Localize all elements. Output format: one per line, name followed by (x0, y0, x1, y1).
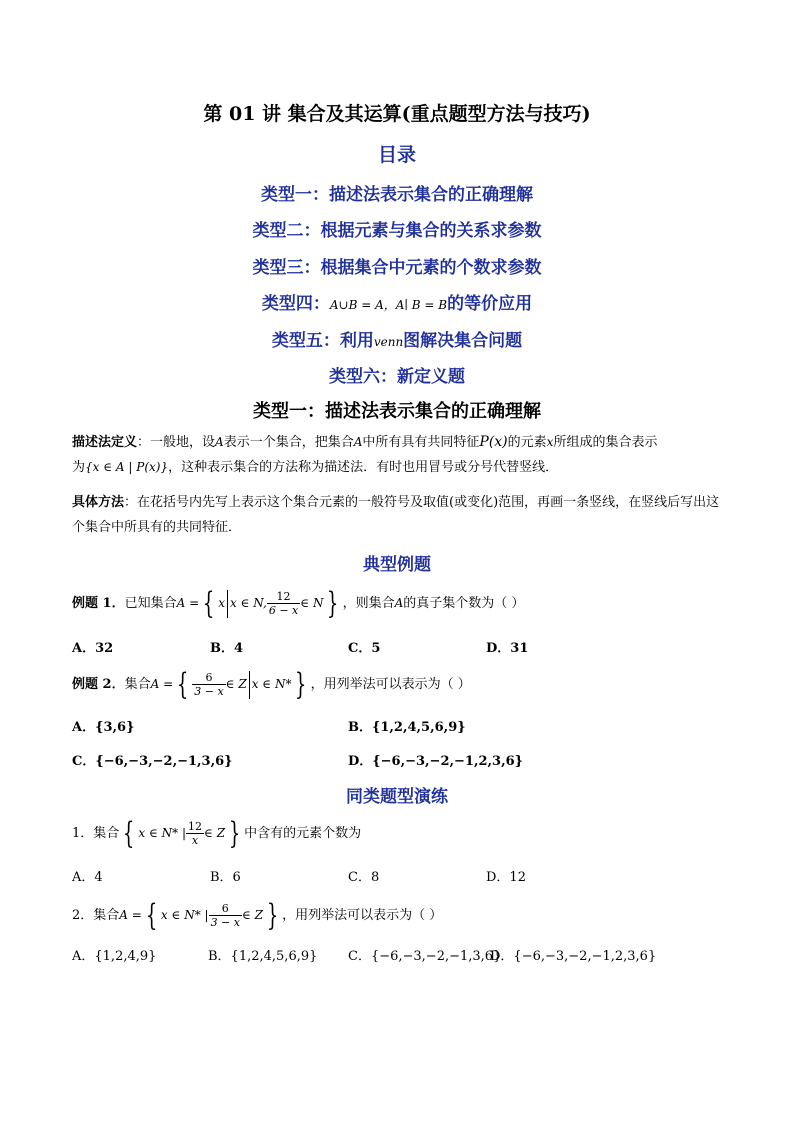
toc-item-5-label: 类型五：利用 (271, 331, 374, 351)
toc-item-2[interactable]: 类型二：根据元素与集合的关系求参数 (252, 221, 542, 241)
fraction: $\frac{12}{6 - x}$ (268, 590, 299, 617)
practice-1-option-d[interactable]: D．12 (486, 870, 526, 885)
toc-item-4-math: A∪B = A，A∣ B = B (329, 298, 448, 312)
example-1-label: 例题 1． (72, 596, 125, 611)
practice-1-option-b[interactable]: B．6 (210, 870, 241, 885)
math-A: A (215, 435, 224, 449)
practice-2-question (72, 898, 442, 933)
definition-paragraph (72, 430, 728, 480)
method-text: ：在花括号内先写上表示这个集合元素的一般符号及取值(或变化)范围，再画一条竖线，在竖线后写出这个集合中所具有的共同特征． (72, 495, 720, 535)
example-2-option-b[interactable]: B．{1,2,4,5,6,9} (348, 720, 466, 735)
set-bar (227, 590, 228, 618)
math-condition: x ∈ N* (251, 677, 292, 691)
practice-2-option-b[interactable]: B．{1,2,4,5,6,9} (208, 949, 318, 964)
example-1-option-b[interactable]: B．4 (210, 641, 244, 656)
question-text: ，用列举法可以表示为（ ） (310, 677, 471, 692)
question-text: ，则集合 (342, 596, 395, 611)
math-tail: ∈ Z (204, 826, 226, 840)
right-brace: } (327, 586, 339, 621)
practice-2-option-a[interactable]: A．{1,2,4,9} (72, 949, 157, 964)
toc-item-6[interactable]: 类型六：新定义题 (329, 367, 465, 387)
math-condition: x ∈ N, (230, 596, 267, 610)
example-1-option-c[interactable]: C．5 (348, 641, 381, 656)
math-condition: x ∈ N* | (160, 908, 209, 922)
practice-heading: 同类题型演练 (346, 787, 448, 807)
example-2-question (72, 667, 471, 702)
fraction: $\frac{12}{x}$ (188, 820, 203, 847)
math-set-left: A = (176, 596, 200, 610)
example-2-option-d[interactable]: D．{−6,−3,−2,−1,2,3,6} (348, 754, 524, 769)
math-set-left: A = (150, 677, 174, 691)
method-label: 具体方法 (72, 495, 125, 510)
right-brace: } (266, 898, 279, 933)
right-brace: } (295, 667, 307, 702)
math-tail: ∈ N (300, 596, 324, 610)
math-set: {x ∈ A | P(x)} (85, 460, 169, 474)
example-2-label: 例题 2． (72, 677, 125, 692)
toc-item-1[interactable]: 类型一：描述法表示集合的正确理解 (261, 185, 533, 205)
practice-1-option-a[interactable]: A．4 (72, 870, 103, 885)
practice-2-label: 2．集合 (72, 908, 120, 923)
practice-1-label: 1．集合 (72, 826, 120, 841)
examples-heading: 典型例题 (363, 555, 431, 575)
example-2-option-a[interactable]: A．{3,6} (72, 720, 135, 735)
question-text: 已知集合 (124, 596, 177, 611)
question-text: 的真子集个数为（ ） (403, 596, 525, 611)
question-text: 集合 (124, 677, 151, 692)
example-2-option-c[interactable]: C．{−6,−3,−2,−1,3,6} (72, 754, 233, 769)
example-1-question: 例题 1．已知集合A = { x x ∈ N, $\frac{12}{6 - x}$ ∈ N } ，则集合A的真子集个数为（ ） (72, 586, 525, 621)
right-brace: } (228, 816, 241, 851)
toc-item-3[interactable]: 类型三：根据集合中元素的个数求参数 (252, 258, 542, 278)
question-text: 中含有的元素个数为 (244, 826, 362, 841)
math-set-left: A = (119, 908, 142, 922)
set-bar (249, 671, 250, 699)
left-brace: { (123, 816, 135, 851)
math-P: P(x) (479, 434, 508, 450)
math-x: x (546, 435, 554, 449)
definition-text: ：一般地，设 (137, 435, 216, 450)
toc-item-5-math: venn (373, 335, 404, 349)
section-heading: 类型一：描述法表示集合的正确理解 (253, 401, 541, 422)
math-tail: ∈ Z (241, 908, 264, 922)
toc-item-5-tail: 图解决集合问题 (403, 331, 523, 351)
definition-text: 中所有具有共同特征 (362, 435, 480, 450)
left-brace: { (145, 898, 158, 933)
page-title: 第 01 讲 集合及其运算(重点题型方法与技巧) (203, 103, 591, 125)
fraction: $\frac{6}{3 - x}$ (194, 671, 224, 698)
math-condition: x ∈ N* | (138, 826, 187, 840)
practice-1-option-c[interactable]: C．8 (348, 870, 380, 885)
fraction: $\frac{6}{3 - x}$ (210, 902, 240, 929)
math-A: A (353, 435, 363, 449)
toc-item-4-tail: 的等价应用 (447, 294, 533, 314)
left-brace: { (202, 586, 215, 621)
toc-item-4[interactable] (0, 289, 794, 314)
practice-2-option-c[interactable]: C．{−6,−3,−2,−1,3,6} (348, 949, 502, 964)
definition-text: 的元素 (507, 435, 547, 450)
example-1-option-d[interactable]: D．31 (486, 641, 529, 656)
toc-heading: 目录 (377, 144, 416, 166)
math-mid: ∈ Z (225, 677, 247, 691)
definition-label: 描述法定义 (72, 435, 138, 450)
toc-item-5[interactable] (0, 326, 794, 351)
practice-1-question (72, 816, 361, 851)
question-text: ，用列举法可以表示为（ ） (282, 908, 443, 923)
toc-item-4-label: 类型四： (261, 294, 330, 314)
definition-text: 所组成的集合表示 (553, 435, 658, 450)
left-brace: { (176, 667, 189, 702)
definition-text: ，这种表示集合的方法称为描述法．有时也用冒号或分号代替竖线． (168, 460, 559, 475)
definition-text: 为 (72, 460, 86, 475)
example-1-option-a[interactable]: A．32 (72, 641, 114, 656)
definition-text: 表示一个集合，把集合 (223, 435, 354, 450)
method-paragraph (72, 490, 728, 540)
practice-2-option-d[interactable]: D．{−6,−3,−2,−1,2,3,6} (490, 949, 657, 964)
